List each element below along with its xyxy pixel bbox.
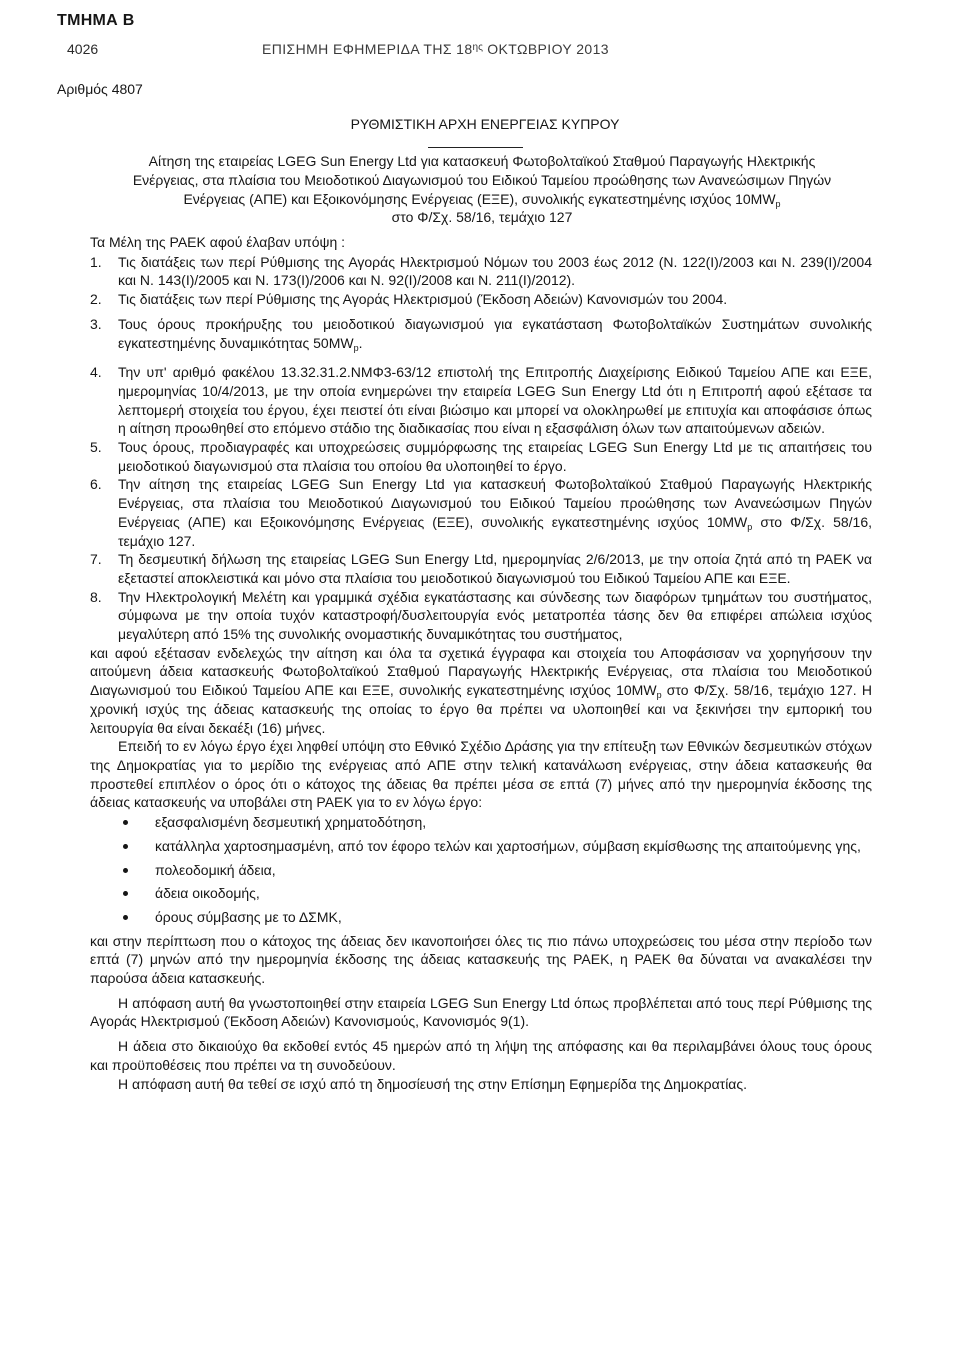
item-text-after: . bbox=[358, 334, 363, 351]
subject-line: Αίτηση της εταιρείας LGEG Sun Energy Ltd για κατασκευή Φωτοβολταϊκού Σταθμού Παραγωγής Ηλεκτρικής bbox=[148, 153, 816, 169]
consideration-item bbox=[90, 253, 872, 290]
condition-paragraph: Επειδή το εν λόγω έργο έχει ληφθεί υπόψη στο Εθνικό Σχέδιο Δράσης για την επίτευξη των Εθνικών δεσμευτικών στόχων της Δημοκρατίας για το μερίδιο της ενέργειας από ΑΠΕ στην τελική κατανάλωση ενέργειας, στην άδεια κατασκευής θα προστεθεί επιπλέον ο όρος ότι ο κάτοχος της άδειας θα πρέπει μέσα σε επτά (7) μήνες από την ημερομηνία έκδοσης της άδειας κατασκευής να υποβάλει στη ΡΑΕΚ για το εν λόγω έργο: bbox=[90, 738, 872, 811]
issue-number: Αριθμός 4807 bbox=[57, 81, 143, 97]
page-number: 4026 bbox=[67, 41, 99, 57]
subject-line: στο Φ/Σχ. 58/16, τεμάχιο 127 bbox=[391, 209, 573, 226]
item-number: 2. bbox=[90, 291, 102, 308]
list-item bbox=[90, 837, 872, 856]
subject-line bbox=[0, 190, 960, 209]
list-item bbox=[90, 861, 872, 880]
consideration-item bbox=[90, 475, 872, 550]
authority-heading: ΡΥΘΜΙΣΤΙΚΗ ΑΡΧΗ ΕΝΕΡΓΕΙΑΣ ΚΥΠΡΟΥ bbox=[350, 116, 620, 132]
heading-divider bbox=[428, 147, 523, 148]
bullet-icon bbox=[123, 820, 128, 825]
item-number: 6. bbox=[90, 476, 102, 493]
item-text-main: Την αίτηση της εταιρείας LGEG Sun Energy Ltd για κατασκευή Φωτοβολταϊκού Σταθμού Παραγωγής Ηλεκτρικής Ενέργειας, στα πλαίσια του Μειοδοτικού Διαγωνισμού του Ειδικού Ταμείου προώθησης των Ανανεώσιμων Πηγών Ενέργειας (ΑΠΕ) και Εξοικονόμησης Ενέργειας (ΕΞΕ), συνολικής εγκατεστημένης ισχύος 10MW bbox=[118, 476, 872, 530]
gazette-title-text: ΕΠΙΣΗΜΗ ΕΦΗΜΕΡΙΔΑ ΤΗΣ 18 bbox=[262, 41, 473, 57]
item-text-main: Τους όρους προκήρυξης του μειοδοτικού διαγωνισμού για εγκατάσταση Φωτοβολταϊκών Συστημάτων συνολικής εγκατεστημένης δυναμικότητας 50MW bbox=[118, 315, 872, 351]
item-text: Τη δεσμευτική δήλωση της εταιρείας LGEG Sun Energy Ltd, ημερομηνίας 2/6/2013, με την οποία ζητά από τη ΡΑΕΚ να εξεταστεί αποκλειστικά και μόνο στα πλαίσια του μειοδοτικού διαγωνισμού του Ειδικού Ταμείου ΑΠΕ και ΕΞΕ. bbox=[118, 551, 872, 586]
item-text: Τις διατάξεις των περί Ρύθμισης της Αγοράς Ηλεκτρισμού Νόμων του 2003 έως 2012 (Ν. 122(Ι)/2003 και Ν. 239(Ι)/2004 και Ν. 143(Ι)/2005 και Ν. 173(Ι)/2006 και Ν. 92(Ι)/2008 και Ν. 211(Ι)/2012). bbox=[118, 253, 872, 289]
list-item-text: εξασφαλισμένη δεσμευτική χρηματοδότηση, bbox=[155, 814, 427, 831]
list-item-text: άδεια οικοδομής, bbox=[155, 885, 260, 902]
subscript-p: p bbox=[747, 521, 753, 532]
item-number: 1. bbox=[90, 253, 102, 270]
item-number: 8. bbox=[90, 588, 102, 605]
item-number: 5. bbox=[90, 439, 102, 456]
list-item-text: πολεοδομική άδεια, bbox=[155, 861, 276, 878]
list-item bbox=[90, 908, 872, 927]
subject-line-text: Ενέργειας (ΑΠΕ) και Εξοικονόμησης Ενέργειας (ΕΞΕ), συνολικής εγκατεστημένης ισχύος 10MW bbox=[183, 190, 776, 207]
gazette-title bbox=[262, 41, 609, 57]
effect-paragraph: Η απόφαση αυτή θα τεθεί σε ισχύ από τη δημοσίευσή της στην Επίσημη Εφημερίδα της Δημοκρατίας. bbox=[118, 1075, 748, 1092]
bullet-icon bbox=[123, 915, 128, 920]
item-text: Την υπ' αριθμό φακέλου 13.32.31.2.ΝΜΦ3-63/12 επιστολή της Επιτροπής Διαχείρισης Ειδικού Ταμείου ΑΠΕ και ΕΞΕ, ημερομηνίας 10/4/2013, με την οποία ενημερώνει την εταιρεία LGEG Sun Energy Ltd ότι η Επιτροπή αφού εξέτασε τα λεπτομερή στοιχεία του έργου, έχει πειστεί ότι είναι βιώσιμο και μπορεί να ολοκληρωθεί με επιτυχία και αποφάσισε όπως η αίτηση προωθηθεί στο επόμενο στάδιο της διαδικασίας που είναι η εξασφάλιση όλων των απαιτούμενων αδειών. bbox=[118, 364, 872, 437]
bullet-icon bbox=[123, 844, 128, 849]
item-text: Την Ηλεκτρολογική Μελέτη και γραμμικά σχέδια εγκατάστασης και σύνδεσης των διαφόρων τμημάτων του συστήματος, σύμφωνα με την οποία τυχόν καταστροφή/δυσλειτουργία ενός μετατροπέα τάσης δεν θα επιφέρει απώλεια ισχύος μεγαλύτερη από 15% της συνολικής ονομαστικής δυναμικότητας του συστήματος, bbox=[118, 588, 872, 643]
consideration-item bbox=[90, 315, 872, 352]
list-item-text: κατάλληλα χαρτοσημασμένη, από τον έφορο τελών και χαρτοσήμων, σύμβαση εκμίσθωσης της απαιτούμενης γης, bbox=[155, 837, 861, 854]
subject-line: Ενέργειας, στα πλαίσια του Μειοδοτικού Διαγωνισμού του Ειδικού Ταμείου προώθησης των Ανανεώσιμων Πηγών bbox=[132, 171, 832, 188]
section-label: ΤΜΗΜΑ Β bbox=[57, 12, 135, 29]
item-text: Τις διατάξεις των περί Ρύθμισης της Αγοράς Ηλεκτρισμού (Έκδοση Αδειών) Κανονισμών του 2004. bbox=[118, 291, 728, 308]
item-text bbox=[118, 315, 872, 352]
decision-text: και αφού εξέτασαν ενδελεχώς την αίτηση και όλα τα σχετικά έγγραφα και στοιχεία του Αποφάσισαν να χορηγήσουν την αιτούμενη άδεια κατασκευής Φωτοβολταϊκού Σταθμού Παραγωγής Ηλεκτρικής Ενέργειας, στα πλαίσια του Μειοδοτικού Διαγωνισμού του Ειδικού Ταμείου ΑΠΕ και ΕΞΕ, συνολικής εγκατεστημένης ισχύος 10MW bbox=[90, 644, 872, 699]
subscript-p: p bbox=[775, 198, 781, 209]
decision-text-after: στο Φ/Σχ. 58/16, τεμάχιο 127. Η χρονική ισχύς της άδειας κατασκευής της οποίας το έργο θα πρέπει να υλοποιηθεί και να ξεκινήσει την εμπορική του λειτουργία θα είναι δεκαέξι (16) μήνες. bbox=[90, 682, 872, 736]
requirements-list bbox=[90, 813, 872, 927]
ordinal-suffix: ης bbox=[472, 42, 483, 53]
consideration-item bbox=[90, 290, 872, 309]
item-number: 4. bbox=[90, 364, 102, 381]
consideration-item bbox=[90, 550, 872, 587]
decision-paragraph bbox=[90, 644, 872, 738]
bullet-icon bbox=[123, 868, 128, 873]
bullet-icon bbox=[123, 891, 128, 896]
item-text-after: στο Φ/Σχ. 58/16, τεμάχιο 127. bbox=[118, 513, 872, 549]
gazette-title-date: ΟΚΤΩΒΡΙΟΥ 2013 bbox=[482, 41, 609, 57]
notice-subject bbox=[0, 152, 960, 227]
list-item bbox=[90, 813, 872, 832]
consideration-item bbox=[90, 363, 872, 438]
item-number: 7. bbox=[90, 551, 102, 568]
notification-paragraph: Η απόφαση αυτή θα γνωστοποιηθεί στην εταιρεία LGEG Sun Energy Ltd όπως προβλέπεται από τους περί Ρύθμισης της Αγοράς Ηλεκτρισμού (Έκδοση Αδειών) Κανονισμούς, Κανονισμός 9(1). bbox=[90, 994, 872, 1030]
issuance-paragraph: Η άδεια στο δικαιούχο θα εκδοθεί εντός 45 ημερών από τη λήψη της απόφασης και θα περιλαμβάνει όλους τους όρους και προϋποθέσεις που πρέπει να τη συνοδεύουν. bbox=[90, 1038, 872, 1073]
revocation-paragraph: και στην περίπτωση που ο κάτοχος της άδειας δεν ικανοποιήσει όλες τις πιο πάνω υποχρεώσεις του μέσα στην περίοδο των επτά (7) μηνών από την ημερομηνία έκδοσης της άδειας κατασκευής της ΡΑΕΚ, η ΡΑΕΚ θα δύναται να ανακαλέσει την παρούσα άδεια κατασκευής. bbox=[90, 932, 872, 987]
item-number: 3. bbox=[90, 315, 102, 332]
subscript-p: p bbox=[353, 342, 359, 353]
notice-body bbox=[90, 233, 872, 1093]
list-item-text: όρους σύμβασης με το ΔΣΜΚ, bbox=[155, 908, 342, 925]
consideration-item bbox=[90, 588, 872, 644]
subscript-p: p bbox=[656, 690, 662, 701]
item-text bbox=[118, 475, 872, 550]
considerations-intro: Τα Μέλη της ΡΑΕΚ αφού έλαβαν υπόψη : bbox=[90, 234, 346, 250]
list-item bbox=[90, 884, 872, 903]
consideration-item bbox=[90, 438, 872, 475]
item-text: Τους όρους, προδιαγραφές και υποχρεώσεις συμμόρφωσης της εταιρείας LGEG Sun Energy Ltd με τις απαιτήσεις του μειοδοτικού διαγωνισμού στα πλαίσια του οποίου θα υλοποιηθεί το έργο. bbox=[118, 439, 872, 474]
